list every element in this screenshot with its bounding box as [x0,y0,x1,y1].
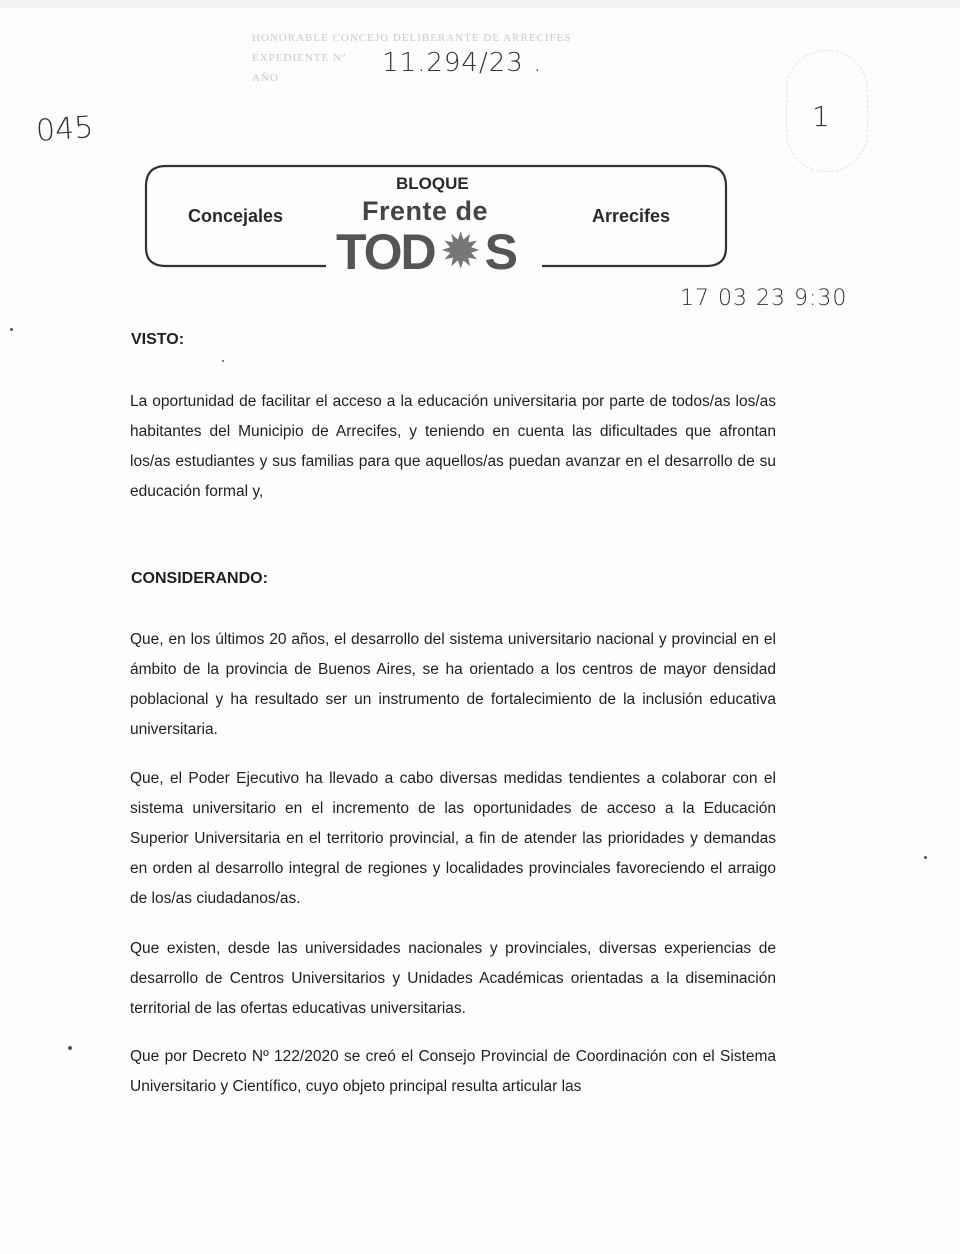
considerando-paragraph-4: Que por Decreto Nº 122/2020 se creó el Consejo Provincial de Coordinación con el Sistema Universitario y Científico, cuyo objeto principal resulta articular las [130,1048,776,1095]
banner-frente-de: Frente de [362,196,489,226]
received-date-time: 17 03 23 9:30 [680,286,848,311]
visto-paragraph: La oportunidad de facilitar el acceso a la educación universitaria por parte de todos/as los/as habitantes del Municipio de Arrecifes, y teniendo en cuenta las dificultades que afrontan los/as estudiantes y sus familias para que aquellos/as puedan avanzar en el desarrollo de su educación formal y, [130,393,776,500]
scan-speck [222,360,224,362]
considerando-paragraph-2: Que, el Poder Ejecutivo ha llevado a cabo diversas medidas tendientes a colaborar con el sistema universitario en el incremento de las oportunidades de acceso a la Educación Superior Universitaria en el territorio provincial, a fin de atender las prioridades y demandas en orden al desarrollo integral de regiones y localidades provinciales favoreciendo el arraigo de los/as ciudadanos/as. [130,770,776,907]
scan-speck [924,856,927,859]
scan-speck [68,1046,72,1050]
banner-todos-start: TOD [336,224,435,280]
banner-todos-logo [330,226,522,278]
sun-icon: ✹ [442,227,478,276]
stamp-line-institution: HONORABLE CONCEJO DELIBERANTE DE ARRECIFES [252,32,572,44]
banner-arrecifes: Arrecifes [592,206,671,226]
considerando-paragraph-1: Que, en los últimos 20 años, el desarrollo del sistema universitario nacional y provincial en el ámbito de la provincia de Buenos Aires, se ha orientado a los centros de mayor densidad poblacional y ha resultado ser un instrumento de fortalecimiento de la inclusión educativa universitaria. [130,631,776,738]
banner-concejales: Concejales [188,206,284,226]
stamp-line-year: AÑO [252,72,279,84]
stamp-line-expediente: EXPEDIENTE Nº [252,52,347,64]
scan-speck [10,328,13,331]
bloque-banner [144,164,728,280]
banner-todos-end: S [484,224,516,280]
page-number: 1 [812,100,830,133]
considerando-heading: CONSIDERANDO: [131,570,268,587]
visto-heading: VISTO: [131,331,185,348]
considerando-paragraph-3: Que existen, desde las universidades nacionales y provinciales, diversas experiencias de desarrollo de Centros Universitarios y Unidades Académicas orientadas a la diseminación territorial de las ofertas educativas universitarias. [130,940,776,1017]
banner-bloque: BLOQUE [396,174,469,193]
faded-seal-stamp [786,50,868,172]
folio-number: 045 [34,110,95,149]
expediente-number: 11.294/23 . [382,48,543,78]
